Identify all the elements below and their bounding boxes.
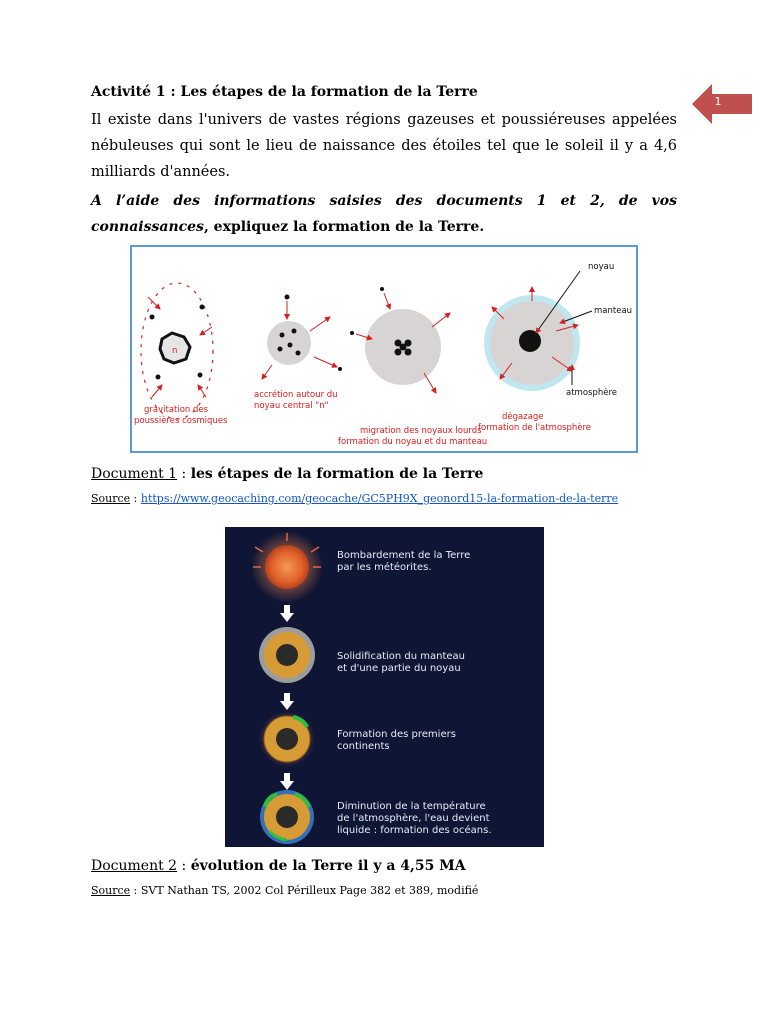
task-italic: A l’aide des informations saisies des documents 1 et 2, de vos connaissances [91, 193, 677, 235]
stage-3-label-line2: formation du noyau et du manteau [338, 437, 488, 447]
earth-evolution-diagram [225, 527, 544, 847]
step-4-line1: Diminution de la température [337, 801, 486, 812]
document-2-source-text: SVT Nathan TS, 2002 Col Périlleux Page 382 et 389, modifié [140, 884, 479, 897]
manteau-label: manteau [594, 306, 633, 316]
task-rest: , expliquez la formation de la Terre. [203, 219, 485, 235]
activity-title: Activité 1 : Les étapes de la formation de la Terre [91, 84, 478, 100]
stage-2-label-line2: noyau central "n" [254, 401, 329, 411]
document-2-source [91, 884, 478, 897]
down-arrow-icon [280, 773, 294, 790]
earth-formation-stages-diagram [132, 247, 636, 451]
stage-3-migration [338, 287, 487, 447]
stage-1-label-line1: gravitation des [144, 405, 209, 415]
stage-2-label-line1: accrétion autour du [254, 390, 338, 400]
stage-4-degassing [478, 262, 632, 433]
document-1-source-link[interactable]: https://www.geocaching.com/geocache/GC5PH9X_geonord15-la-formation-de-la-terre [140, 492, 619, 505]
page-number: 1 [714, 95, 722, 108]
document-1-source [91, 492, 618, 505]
step-3-line1: Formation des premiers [337, 729, 456, 740]
document-2-source-separator: : [130, 884, 141, 897]
stage-3-label-line1: migration des noyaux lourds [360, 426, 482, 436]
down-arrow-icon [280, 605, 294, 622]
document-2-label: Document 2 [91, 858, 178, 874]
document-1-source-label: Source [91, 492, 131, 505]
step-4-line2: de l'atmosphère, l'eau devient [337, 813, 490, 824]
down-arrow-icon [280, 693, 294, 710]
atmosphere-label: atmosphère [566, 388, 617, 398]
stage-1-label-line2: poussières cosmiques [134, 416, 228, 426]
document-1-caption [91, 466, 483, 482]
noyau-label: noyau [588, 262, 615, 272]
step-4-line3: liquide : formation des océans. [337, 825, 492, 836]
document-1-label: Document 1 [91, 466, 178, 482]
step-2-line1: Solidification du manteau [337, 651, 466, 662]
step-1-line1: Bombardement de la Terre [337, 550, 471, 561]
task-instruction [91, 188, 677, 240]
step-1-bombardment [251, 531, 470, 603]
intro-paragraph: Il existe dans l'univers de vastes régions gazeuses et poussiéreuses appelées nébuleuses qui sont le lieu de naissance des étoiles tel que le soleil il y a 4,6 milliards d'années. [91, 112, 677, 180]
stage-4-label-line2: formation de l'atmosphère [478, 423, 592, 433]
document-1-figure [130, 245, 638, 453]
stage-4-label-line1: dégazage [502, 412, 544, 422]
step-1-line2: par les météorites. [337, 562, 432, 573]
step-4-oceans [260, 790, 492, 844]
document-2-separator: : [177, 858, 191, 874]
n-marker: n [172, 346, 178, 356]
stage-2-accretion [254, 295, 342, 412]
document-2-caption [91, 858, 466, 874]
step-3-line2: continents [337, 741, 390, 752]
step-3-continents [259, 711, 456, 767]
document-2-title: évolution de la Terre il y a 4,55 MA [190, 858, 466, 874]
step-2-line2: et d'une partie du noyau [337, 663, 461, 674]
step-2-solidification [259, 627, 465, 683]
document-2-source-label: Source [91, 884, 131, 897]
document-1-title: les étapes de la formation de la Terre [190, 466, 484, 482]
stage-1-gravitation [134, 283, 228, 426]
document-1-source-separator: : [130, 492, 141, 505]
document-2-figure [225, 527, 544, 847]
document-1-separator: : [177, 466, 191, 482]
